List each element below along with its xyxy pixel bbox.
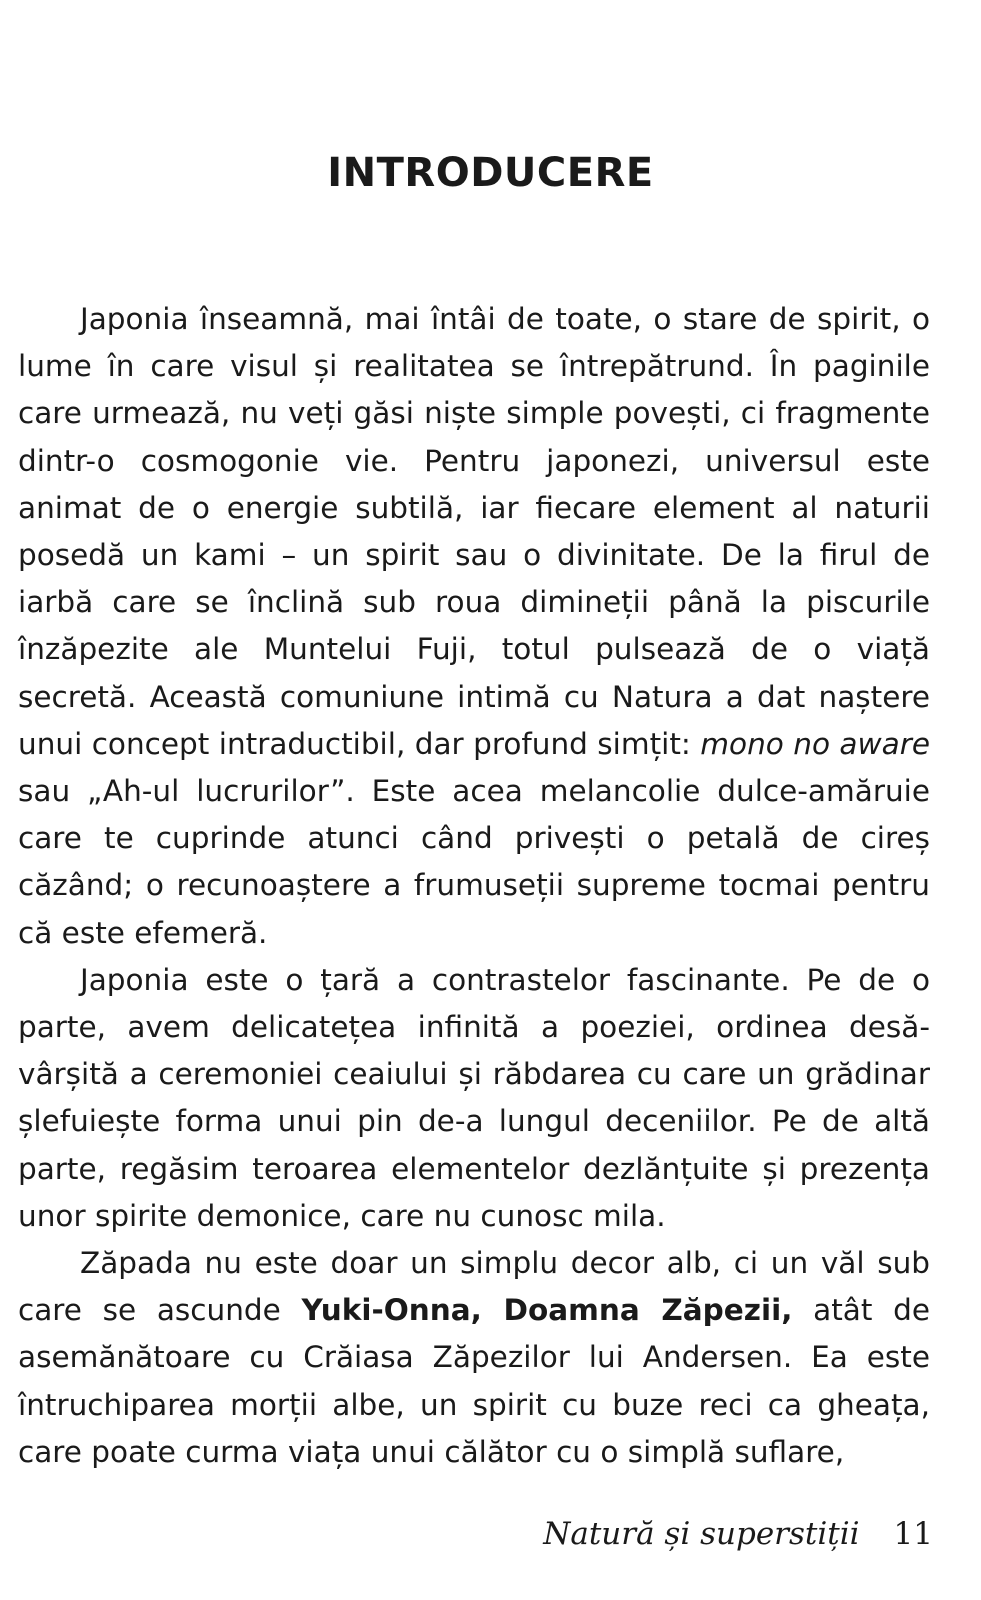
paragraph: Japonia este o țară a contrastelor fascinante. Pe de o parte, avem delicatețea infinită a poeziei, ordinea desăvârșită a ceremoniei ceaiului și răbdarea cu care un grădinar șlefuiește forma unui pin de-a lungul deceniilor. Pe de altă parte, regăsim teroarea elementelor dezlănțuite și prezența unor spirite demonice, care nu cunosc mila. xyxy=(18,962,930,1233)
bold-term: Yuki-Onna, Doamna Zăpezii, xyxy=(301,1293,793,1328)
paragraph xyxy=(18,1240,930,1476)
paragraph-text: sau „Ah-ul lucrurilor”. Este acea melancolie dulce-amăruie care te cuprinde atunci când privești o petală de cireș căzând; o recunoaștere a frumuseții supreme tocmai pentru că este efemeră. xyxy=(18,774,930,950)
page-number: 11 xyxy=(893,1516,933,1552)
paragraph-text: Zăpada nu este doar un simplu decor alb, ci un văl sub care se ascunde xyxy=(18,1246,930,1328)
page-footer xyxy=(543,1516,933,1552)
paragraph xyxy=(18,296,930,957)
italic-term: mono no aware xyxy=(700,726,930,761)
page-title: INTRODUCERE xyxy=(327,150,654,196)
running-title: Natură și superstiții xyxy=(543,1516,860,1552)
body-text xyxy=(18,296,930,1476)
paragraph-text: atât de asemănătoare cu Crăiasa Zăpezilor lui Andersen. Ea este întruchiparea morții albe, un spirit cu buze reci ca gheața, care poate curma viața unui călător cu o simplă suflare, xyxy=(18,1293,930,1469)
paragraph-text: Japonia înseamnă, mai întâi de toate, o stare de spirit, o lume în care visul și realitatea se întrepătrund. În paginile care urmează, nu veți găsi niște simple povești, ci fragmente dintr-o cosmogonie vie. Pentru japonezi, universul este animat de o energie subtilă, iar fiecare element al naturii posedă un kami – un spirit sau o divinitate. De la firul de iarbă care se înclină sub roua dimineții până la piscurile înzăpezite ale Muntelui Fuji, totul pulsează de o viață secretă. Această comuniune intimă cu Natura a dat naștere unui concept intraductibil, dar profund simțit: xyxy=(18,302,930,761)
